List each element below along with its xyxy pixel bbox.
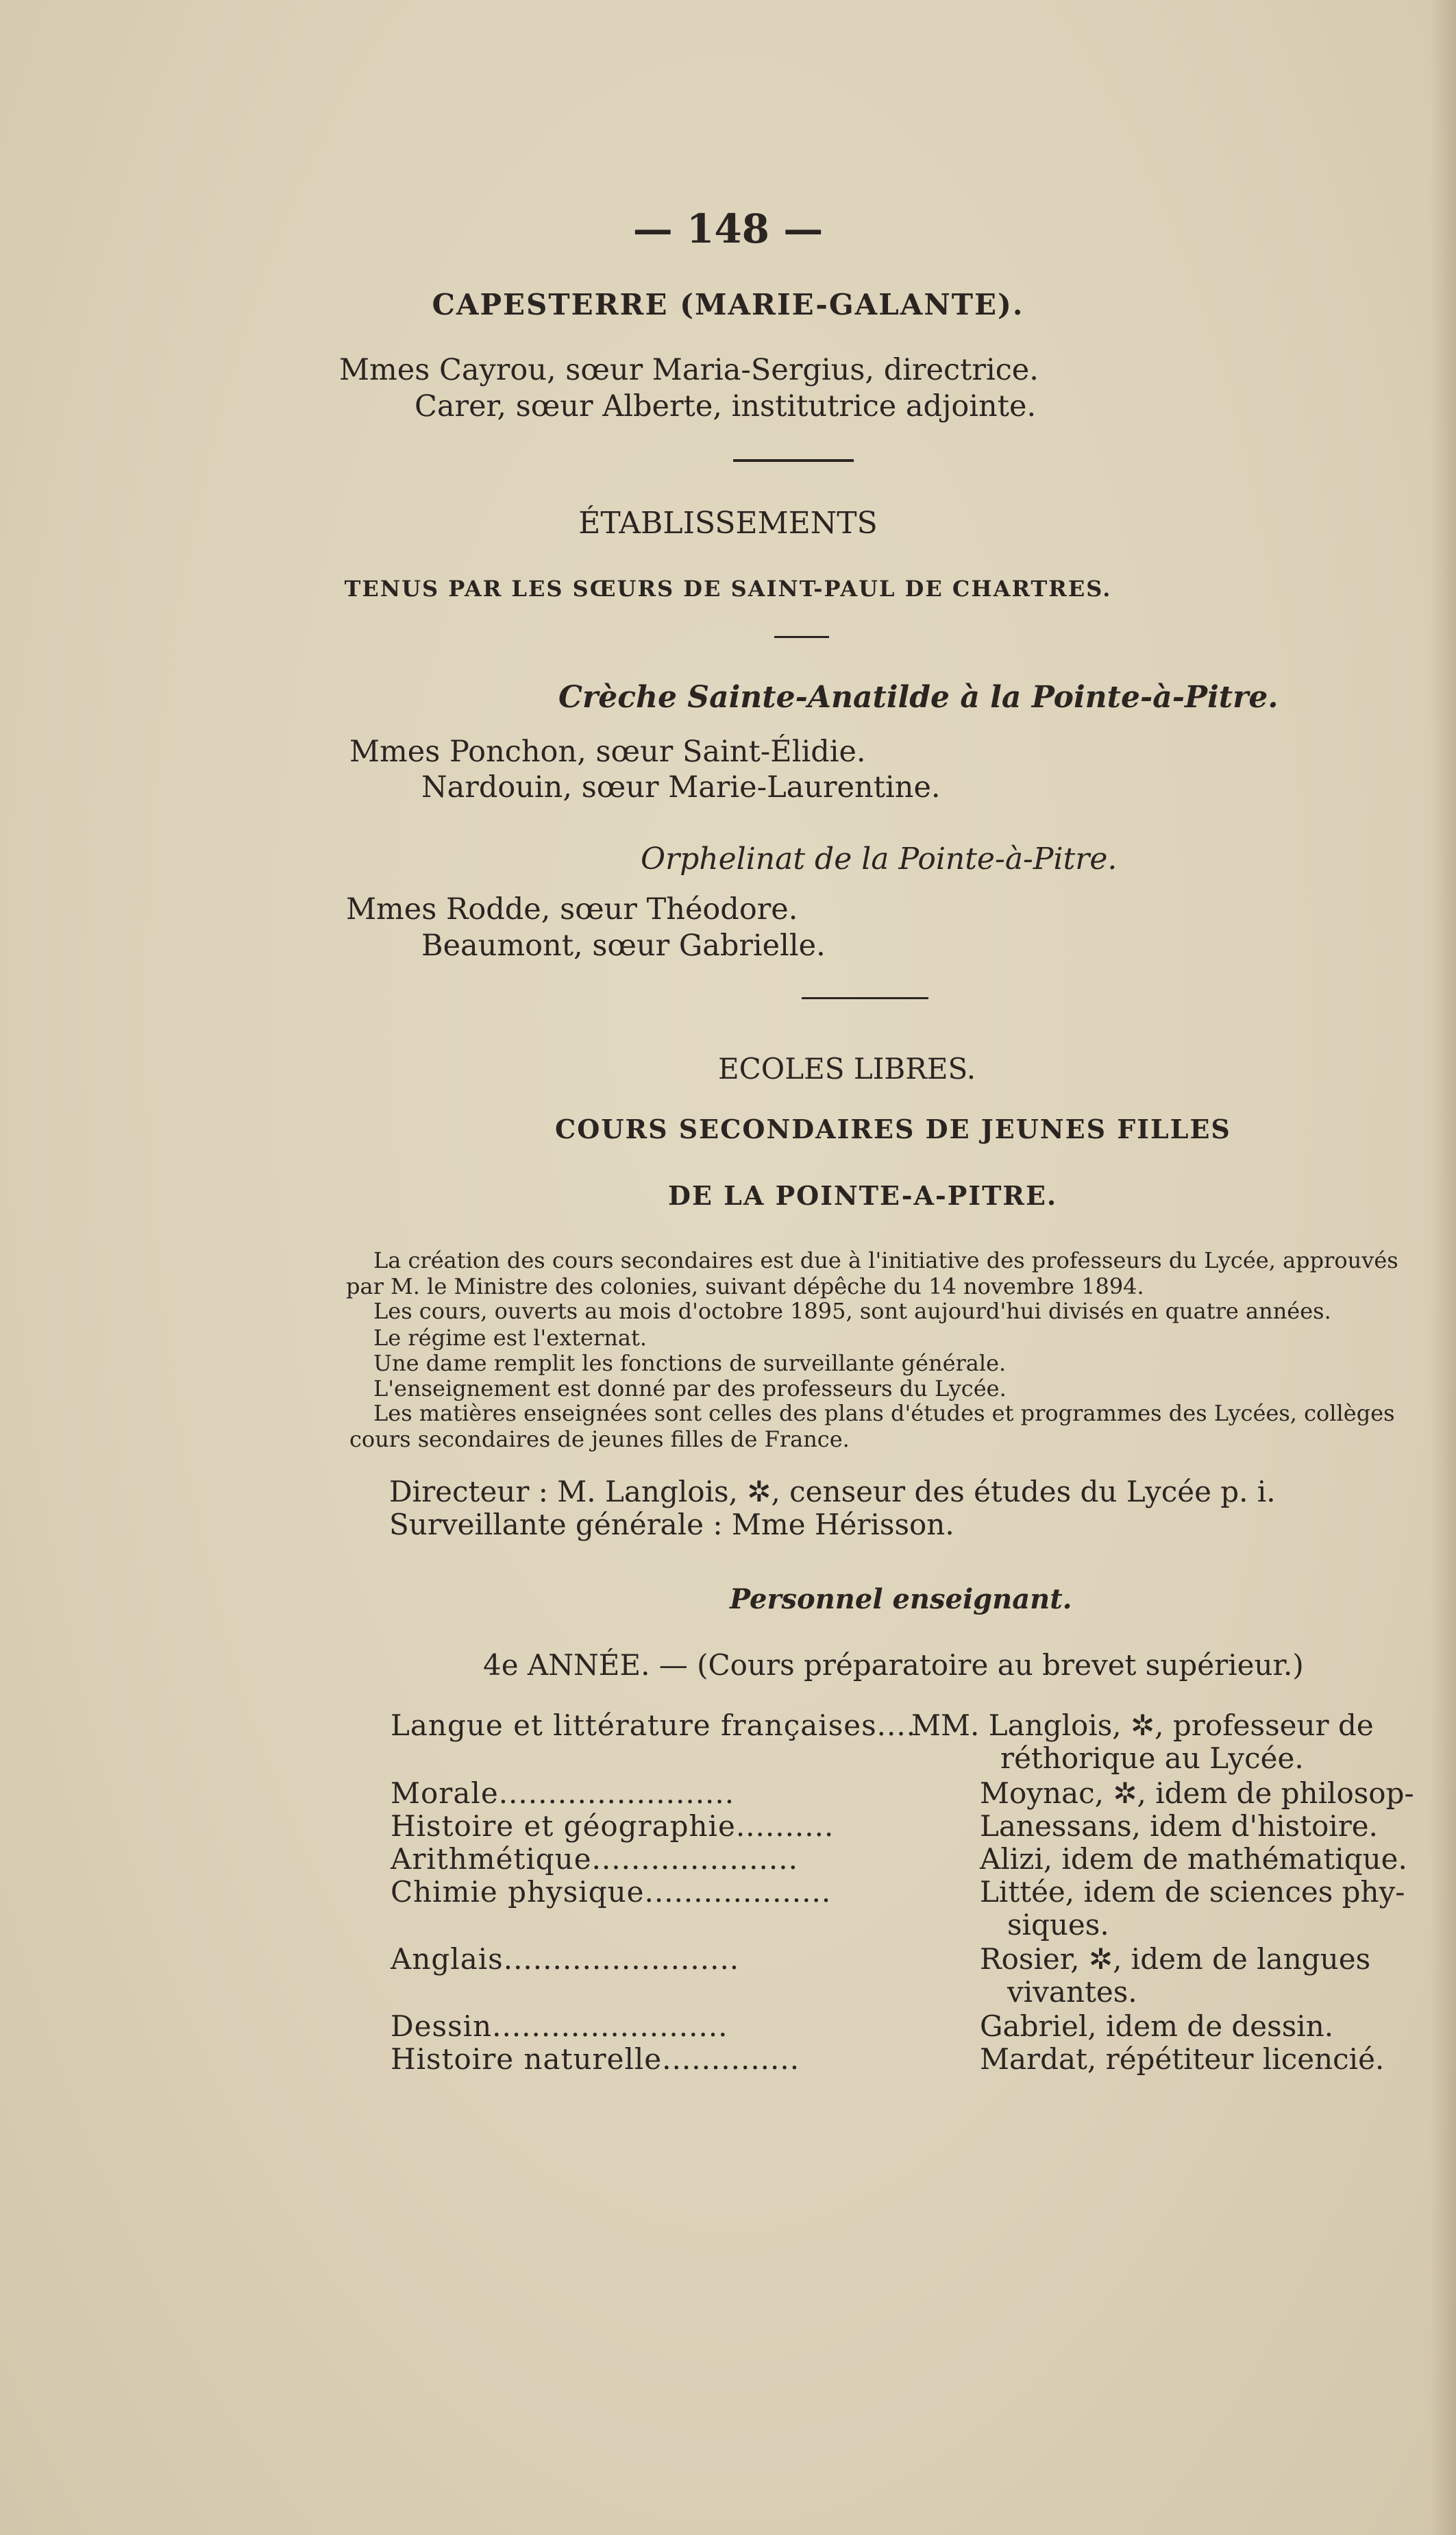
ecoles-subheading-1: COURS SECONDAIRES DE JEUNES FILLES [555,1114,1231,1144]
divider-3 [802,997,928,999]
divider-2 [774,636,829,638]
staff-teacher: Alizi, idem de mathématique. [980,1842,1407,1876]
staff-teacher: MM. Langlois, ✲, professeur de [911,1709,1374,1742]
paragraph-line-3: Les cours, ouverts au mois d'octobre 1895, sont aujourd'hui divisés en quatre années. [373,1298,1331,1324]
paragraph-line-7: Les matières enseignées sont celles des plans d'études et programmes des Lycées, collèges [373,1400,1395,1426]
page-number: — 148 — [632,206,824,252]
staff-subject: Morale........................ [391,1776,735,1810]
paragraph-line-6: L'enseignement est donné par des professeurs du Lycée. [373,1375,1007,1401]
directeur-line: Directeur : M. Langlois, ✲, censeur des études du Lycée p. i. [389,1475,1276,1508]
staff-subject: Langue et littérature françaises.... [391,1709,917,1742]
staff-teacher: Rosier, ✲, idem de langues [980,1942,1371,1976]
etablissements-heading: ÉTABLISSEMENTS [578,506,878,541]
ecoles-subheading-2: DE LA POINTE-A-PITRE. [668,1180,1058,1211]
divider-1 [733,459,854,462]
creche-line-2: Nardouin, sœur Marie-Laurentine. [421,770,941,805]
staff-subject: Dessin........................ [391,2009,728,2043]
staff-teacher: Moynac, ✲, idem de philosop- [980,1776,1414,1810]
staff-teacher: Lanessans, idem d'histoire. [980,1809,1378,1843]
staff-subject: Chimie physique................... [391,1875,832,1909]
etablissements-subheading: TENUS PAR LES SŒURS DE SAINT-PAUL DE CHARTRES. [344,576,1112,602]
staff-teacher-cont: vivantes. [1007,1975,1137,2009]
capesterre-line-1: Mmes Cayrou, sœur Maria-Sergius, directrice. [339,353,1039,387]
staff-subject: Anglais........................ [391,1942,740,1976]
creche-heading: Crèche Sainte-Anatilde à la Pointe-à-Pitre. [558,680,1279,715]
staff-teacher: Mardat, répétiteur licencié. [980,2042,1385,2076]
paragraph-line-2: par M. le Ministre des colonies, suivant dépêche du 14 novembre 1894. [346,1273,1144,1299]
staff-teacher: Gabriel, idem de dessin. [980,2009,1334,2043]
staff-subject: Histoire et géographie.......... [391,1809,835,1843]
orphelinat-line-1: Mmes Rodde, sœur Théodore. [346,892,798,927]
paragraph-line-5: Une dame remplit les fonctions de surveillante générale. [373,1350,1007,1376]
orphelinat-heading: Orphelinat de la Pointe-à-Pitre. [641,842,1118,877]
paragraph-line-1: La création des cours secondaires est due à l'initiative des professeurs du Lycée, approuvés [373,1247,1398,1273]
staff-teacher: Littée, idem de sciences phy- [980,1875,1405,1909]
staff-subject: Arithmétique..................... [391,1842,798,1876]
staff-teacher-cont: réthorique au Lycée. [1000,1741,1304,1775]
staff-teacher-cont: siques. [1007,1908,1109,1942]
annee-heading: 4e ANNÉE. — (Cours préparatoire au brevet supérieur.) [483,1648,1304,1682]
paragraph-line-4: Le régime est l'externat. [373,1325,647,1351]
paragraph-line-8: cours secondaires de jeunes filles de France. [349,1426,850,1452]
surveillante-line: Surveillante générale : Mme Hérisson. [389,1508,954,1541]
orphelinat-line-2: Beaumont, sœur Gabrielle. [421,929,826,963]
capesterre-heading: CAPESTERRE (MARIE-GALANTE). [432,288,1024,321]
ecoles-heading: ECOLES LIBRES. [718,1052,976,1086]
page-edge-shadow [1430,0,1456,2535]
staff-subject: Histoire naturelle.............. [391,2042,800,2076]
personnel-heading: Personnel enseignant. [730,1583,1072,1615]
capesterre-line-2: Carer, sœur Alberte, institutrice adjointe. [415,389,1037,424]
creche-line-1: Mmes Ponchon, sœur Saint-Élidie. [349,735,866,769]
